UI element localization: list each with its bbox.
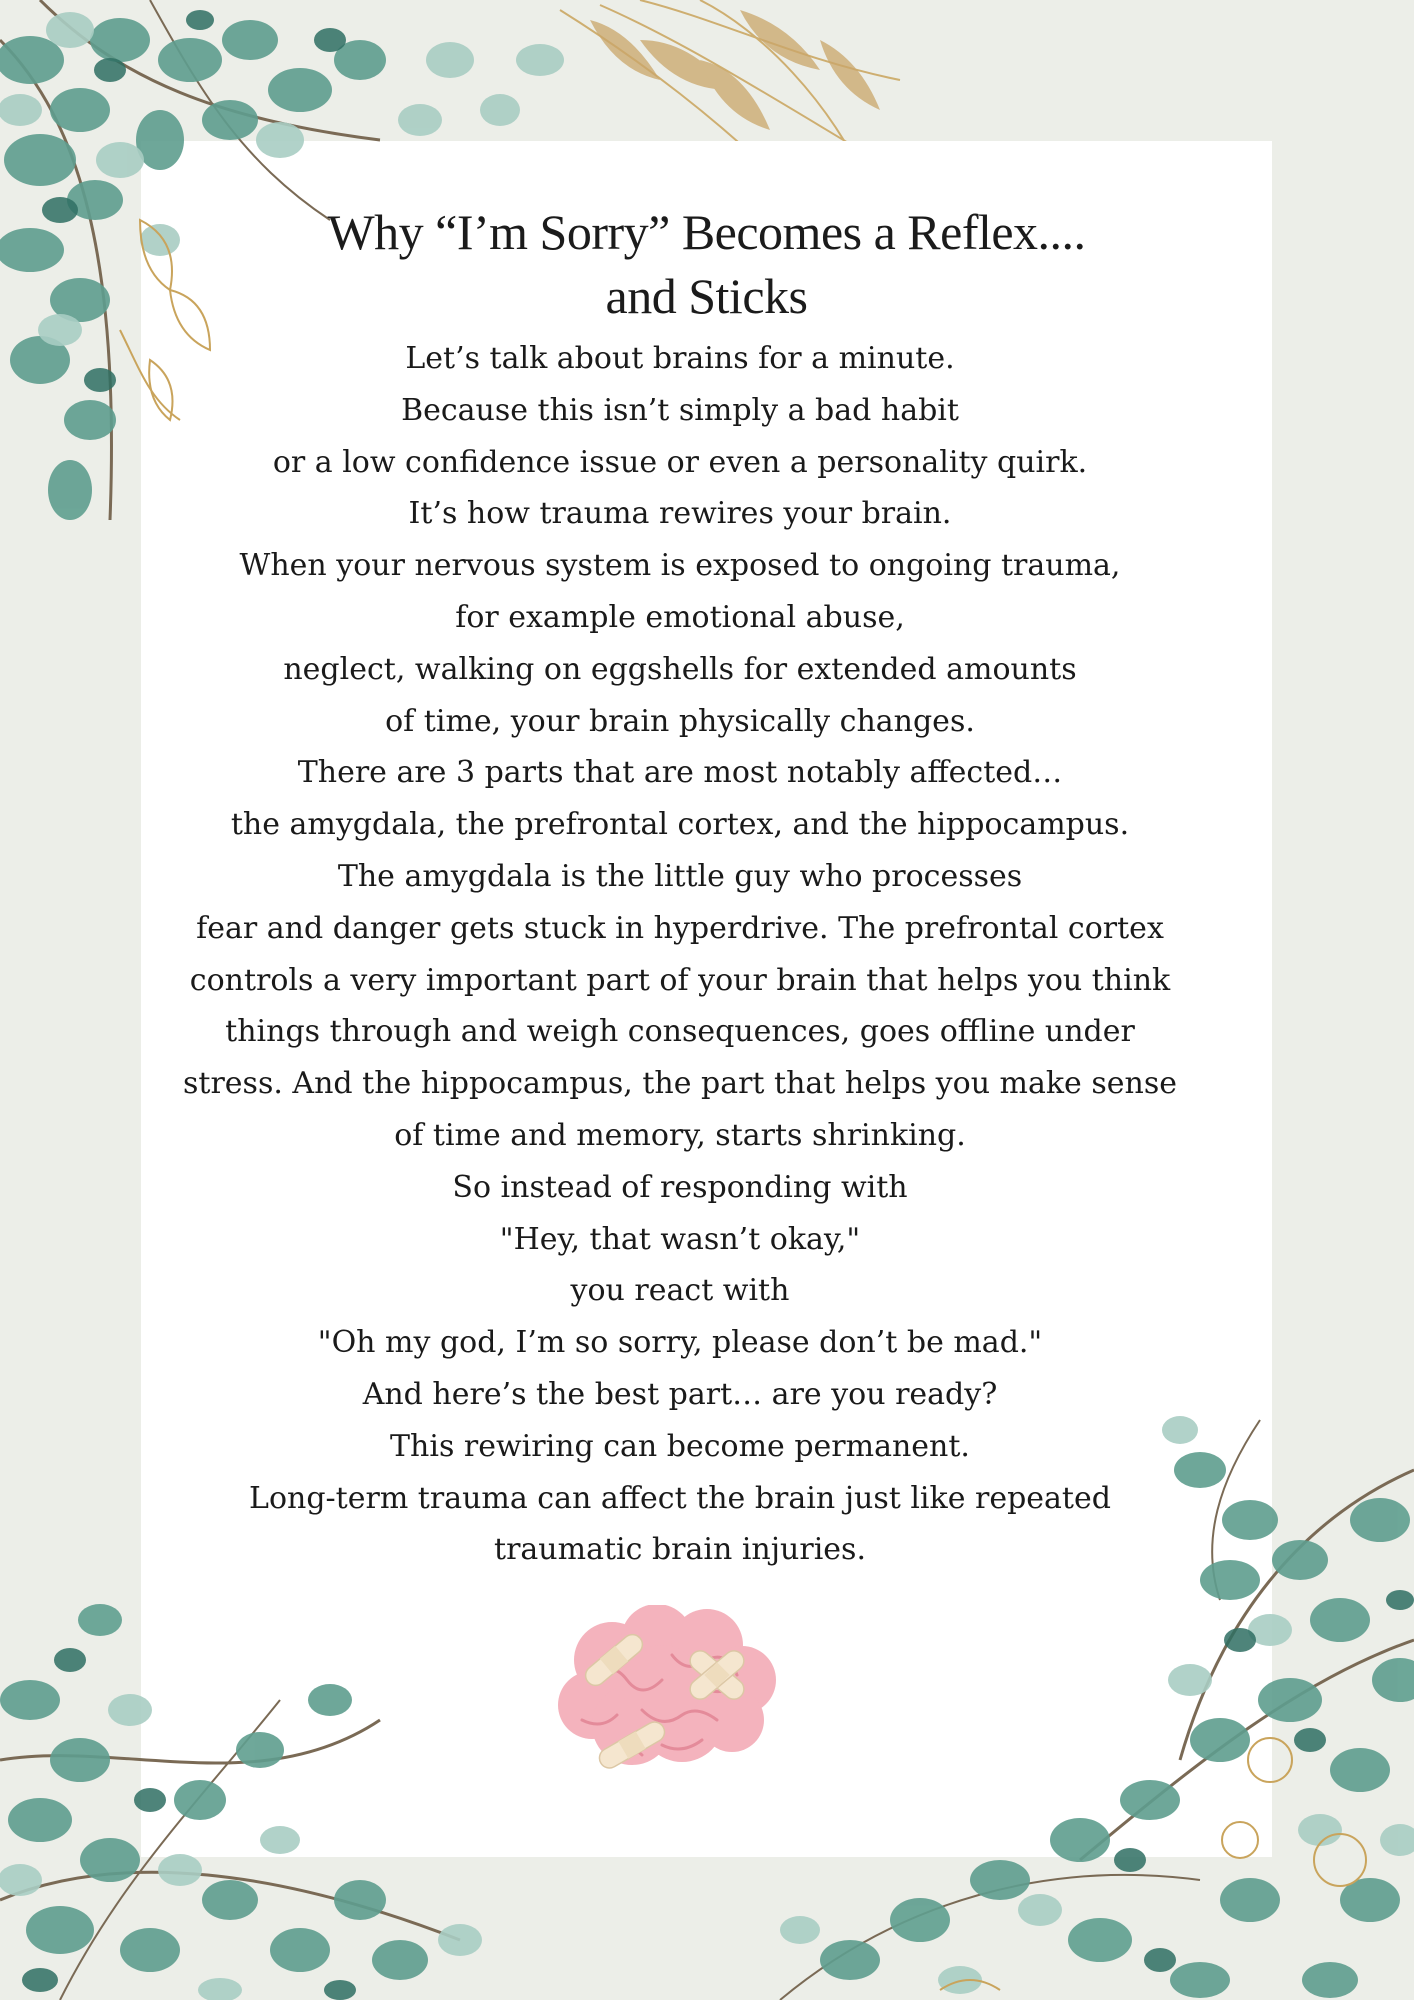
body-line: or a low confidence issue or even a personality quirk. bbox=[272, 444, 1088, 480]
body-line: "Hey, that wasn’t okay," bbox=[499, 1221, 861, 1257]
body-text bbox=[60, 333, 1300, 1576]
body-line: When your nervous system is exposed to ongoing trauma, bbox=[239, 548, 1121, 584]
body-line: traumatic brain injuries. bbox=[494, 1532, 866, 1568]
body-line: Because this isn’t simply a bad habit bbox=[401, 392, 959, 428]
body-line: Long-term trauma can affect the brain just like repeated bbox=[249, 1480, 1111, 1516]
body-line: fear and danger gets stuck in hyperdrive. The prefrontal cortex bbox=[196, 910, 1164, 946]
body-line: It’s how trauma rewires your brain. bbox=[408, 496, 952, 532]
body-line: you react with bbox=[570, 1273, 790, 1309]
body-line: things through and weigh consequences, goes offline under bbox=[225, 1014, 1135, 1050]
body-line: "Oh my god, I’m so sorry, please don’t be mad." bbox=[317, 1325, 1043, 1361]
eucalyptus-bottom-left bbox=[0, 1604, 482, 2000]
title-line-2: and Sticks bbox=[605, 268, 808, 324]
body-line: So instead of responding with bbox=[452, 1169, 908, 1205]
body-line: neglect, walking on eggshells for extended amounts bbox=[283, 651, 1077, 687]
body-line: of time, your brain physically changes. bbox=[385, 703, 975, 739]
body-line: Let’s talk about brains for a minute. bbox=[405, 341, 955, 376]
bandaged-brain-icon bbox=[552, 1605, 786, 1780]
body-line: This rewiring can become permanent. bbox=[390, 1428, 970, 1464]
body-line: And here’s the best part… are you ready? bbox=[362, 1376, 998, 1412]
page-title bbox=[141, 200, 1272, 328]
body-line: of time and memory, starts shrinking. bbox=[394, 1117, 966, 1153]
body-line: controls a very important part of your brain that helps you think bbox=[189, 962, 1171, 998]
title-line-1: Why “I’m Sorry” Becomes a Reflex.... bbox=[327, 204, 1086, 260]
body-line: stress. And the hippocampus, the part that helps you make sense bbox=[183, 1066, 1177, 1102]
body-line: There are 3 parts that are most notably affected… bbox=[297, 755, 1063, 791]
body-line: for example emotional abuse, bbox=[455, 599, 905, 635]
body-line: the amygdala, the prefrontal cortex, and the hippocampus. bbox=[230, 807, 1130, 843]
body-line: The amygdala is the little guy who processes bbox=[337, 858, 1023, 894]
